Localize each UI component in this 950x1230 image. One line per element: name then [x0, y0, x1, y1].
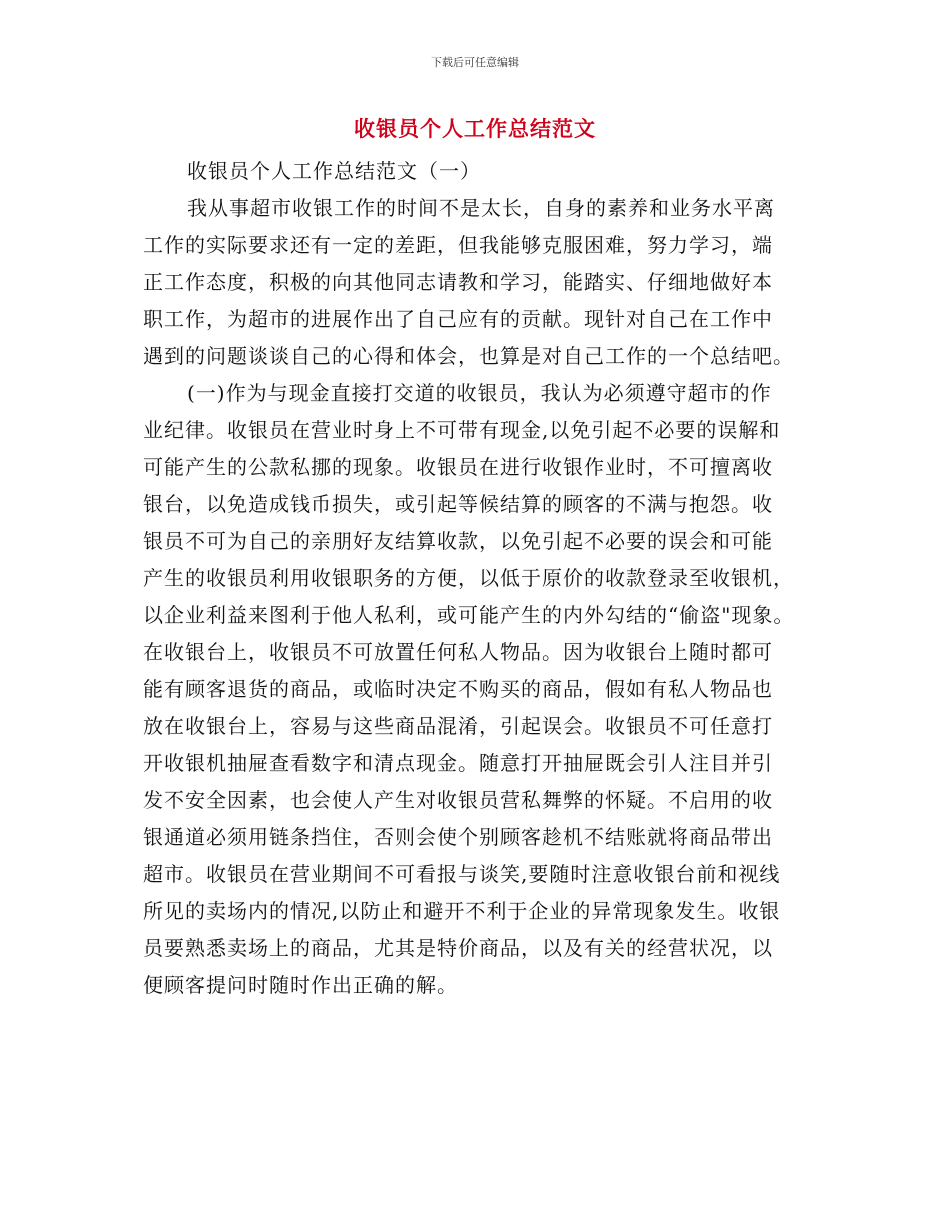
- document-title: 收银员个人工作总结范文: [354, 117, 596, 141]
- paragraph-line: 放在收银台上，容易与这些商品混淆，引起误会。收银员不可任意打: [143, 714, 773, 738]
- paragraph-line: 业纪律。收银员在营业时身上不可带有现金,以免引起不必要的误解和: [143, 418, 781, 442]
- header-note: 下载后可任意编辑: [431, 56, 519, 69]
- paragraph-line: 职工作，为超市的进展作出了自己应有的贡献。现针对自己在工作中: [143, 307, 773, 331]
- paragraph-line: 超市。收银员在营业期间不可看报与谈笑,要随时注意收银台前和视线: [143, 862, 781, 886]
- paragraph-line: 能有顾客退货的商品，或临时决定不购买的商品，假如有私人物品也: [143, 677, 773, 701]
- section-heading: 收银员个人工作总结范文（一）: [187, 159, 481, 183]
- document-body: [143, 160, 823, 1011]
- paragraph-line: 员要熟悉卖场上的商品，尤其是特价商品，以及有关的经营状况，以: [143, 936, 773, 960]
- paragraph-line: 工作的实际要求还有一定的差距，但我能够克服困难，努力学习，端: [143, 233, 773, 257]
- paragraph-line: 发不安全因素，也会使人产生对收银员营私舞弊的怀疑。不启用的收: [143, 788, 773, 812]
- paragraph-line: 银员不可为自己的亲朋好友结算收款，以免引起不必要的误会和可能: [143, 529, 773, 553]
- paragraph-line: (一)作为与现金直接打交道的收银员，我认为必须遵守超市的作: [187, 381, 772, 405]
- paragraph-line: 我从事超市收银工作的时间不是太长，自身的素养和业务水平离: [187, 196, 775, 220]
- paragraph-line: 遇到的问题谈谈自己的心得和体会，也算是对自己工作的一个总结吧。: [143, 344, 794, 368]
- paragraph-line: 便顾客提问时随时作出正确的解。: [143, 973, 458, 997]
- paragraph-line: 以企业利益来图利于他人私利，或可能产生的内外勾结的“偷盗"现象。: [143, 603, 795, 627]
- paragraph-line: 银通道必须用链条挡住，否则会使个别顾客趁机不结账就将商品带出: [143, 825, 773, 849]
- paragraph-line: 产生的收银员利用收银职务的方便，以低于原价的收款登录至收银机，: [143, 566, 794, 590]
- paragraph-line: 在收银台上，收银员不可放置任何私人物品。因为收银台上随时都可: [143, 640, 773, 664]
- paragraph-line: 开收银机抽屉查看数字和清点现金。随意打开抽屉既会引人注目并引: [143, 751, 773, 775]
- paragraph-line: 正工作态度，积极的向其他同志请教和学习，能踏实、仔细地做好本: [143, 270, 773, 294]
- paragraph-line: 银台，以免造成钱币损失，或引起等候结算的顾客的不满与抱怨。收: [143, 492, 773, 516]
- paragraph-line: 可能产生的公款私挪的现象。收银员在进行收银作业时，不可擅离收: [143, 455, 773, 479]
- paragraph-line: 所见的卖场内的情况,以防止和避开不利于企业的异常现象发生。收银: [143, 899, 781, 923]
